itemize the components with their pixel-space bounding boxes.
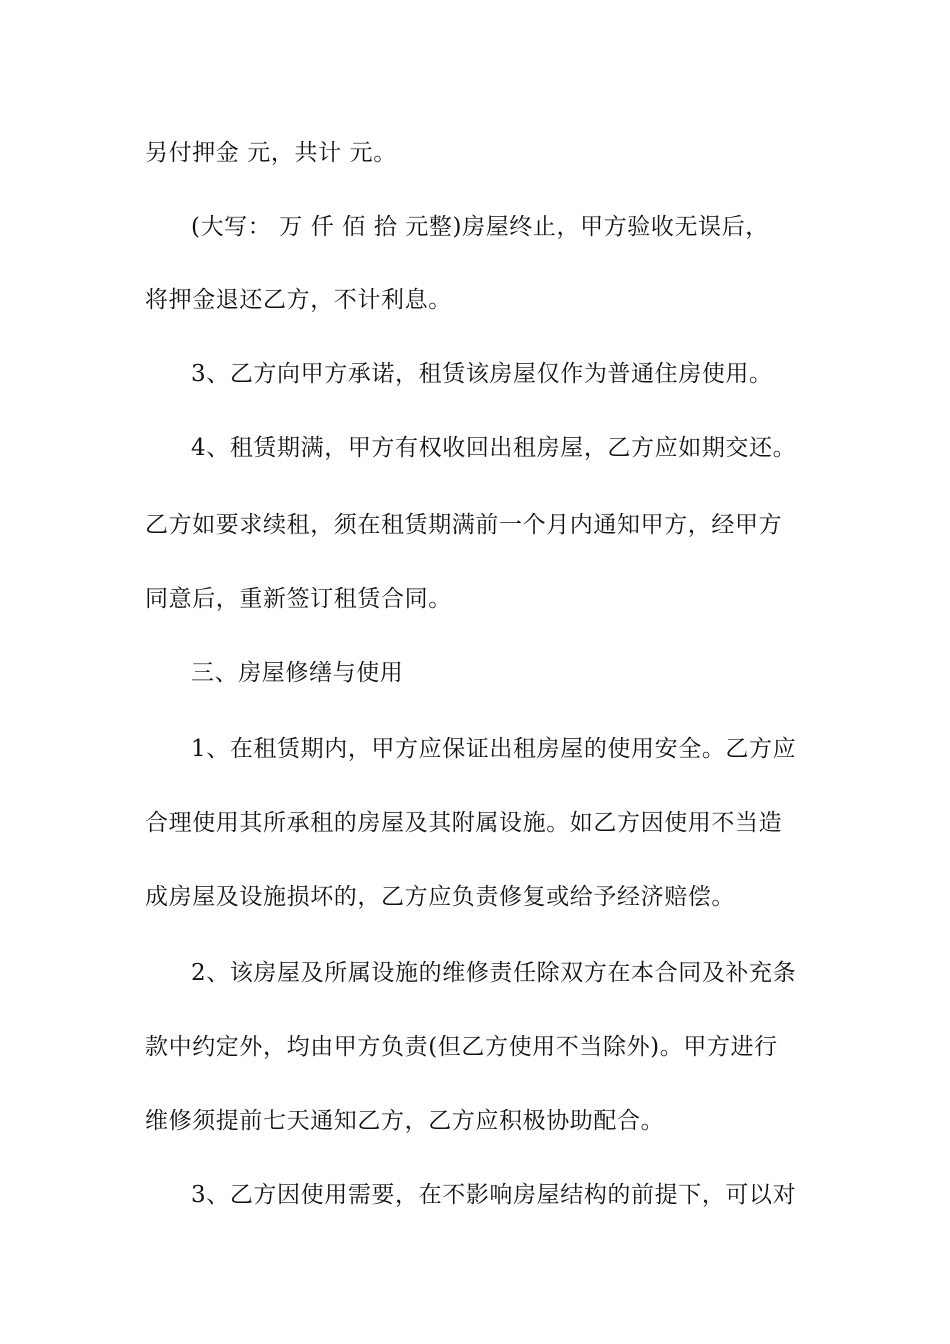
text-line: 3、乙方向甲方承诺，租赁该房屋仅作为普通住房使用。 — [191, 361, 773, 387]
section-heading: 三、房屋修缮与使用 — [191, 660, 404, 686]
text-line: 3、乙方因使用需要，在不影响房屋结构的前提下，可以对 — [191, 1182, 797, 1208]
text-line: 4、租赁期满，甲方有权收回出租房屋，乙方应如期交还。 — [191, 435, 797, 461]
text-line: 乙方如要求续租，须在租赁期满前一个月内通知甲方，经甲方 — [145, 512, 783, 538]
text-line: (大写： 万 仟 佰 拾 元整)房屋终止，甲方验收无误后， — [191, 214, 769, 240]
text-line: 款中约定外，均由甲方负责(但乙方使用不当除外)。甲方进行 — [145, 1034, 778, 1060]
text-line: 合理使用其所承租的房屋及其附属设施。如乙方因使用不当造 — [145, 810, 783, 836]
text-line: 成房屋及设施损坏的，乙方应负责修复或给予经济赔偿。 — [145, 884, 735, 910]
text-line: 另付押金 元，共计 元。 — [145, 140, 397, 166]
text-line: 同意后，重新签订租赁合同。 — [145, 586, 452, 612]
text-line: 2、该房屋及所属设施的维修责任除双方在本合同及补充条 — [191, 960, 797, 986]
text-line: 维修须提前七天通知乙方，乙方应积极协助配合。 — [145, 1108, 665, 1134]
text-line: 将押金退还乙方，不计利息。 — [145, 287, 452, 313]
text-line: 1、在租赁期内，甲方应保证出租房屋的使用安全。乙方应 — [191, 736, 797, 762]
